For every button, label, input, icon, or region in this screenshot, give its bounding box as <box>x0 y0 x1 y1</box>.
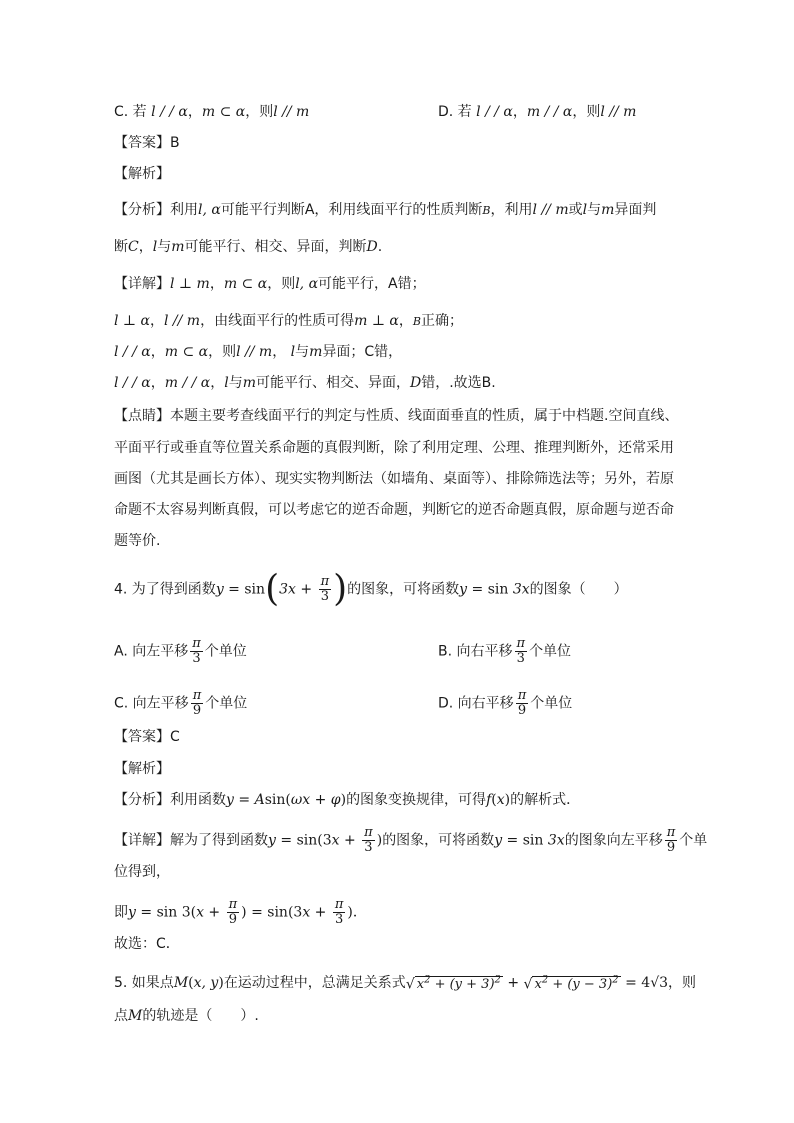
q4-xiangjie-line2: 位得到， <box>114 864 170 880</box>
q4-xiangjie-line1: 【详解】解为了得到函数y = sin(3x + $\frac{\pi}{3}$ )的图象，可将函数y = sin 3x的图象向左平移 $\frac{\pi}{9}$ 个单 <box>114 825 708 855</box>
q3-xiangjie-line1: 【详解】l ⊥ m，m ⊂ α，则l, α可能平行，A错； <box>114 276 426 292</box>
q3-dianjing-5: 题等价. <box>114 533 161 549</box>
q3-dianjing-3: 画图（尤其是画长方体）、现实实物判断法（如墙角、桌面等）、排除筛选法等；另外，若原 <box>114 471 674 487</box>
q3-option-c: C. 若 l / / α，m ⊂ α，则l // m <box>114 104 310 120</box>
q4-option-d: D. 向右平移 $\frac{\pi}{9}$ 个单位 <box>438 688 573 718</box>
q4-option-a: A. 向左平移 $\frac{\pi}{3}$ 个单位 <box>114 636 247 666</box>
q3-xiangjie-line4: l / / α，m / / α，l与m可能平行、相交、异面，D错，.故选B. <box>114 375 496 391</box>
q3-xiangjie-line3: l / / α，m ⊂ α，则l // m， l与m异面；C错， <box>114 344 403 360</box>
q3-xiangjie-line2: l ⊥ α，l // m，由线面平行的性质可得m ⊥ α，B正确； <box>114 313 463 329</box>
q3-jiexi-tag: 【解析】 <box>114 166 170 182</box>
q4-option-b: B. 向右平移 $\frac{\pi}{3}$ 个单位 <box>438 636 572 666</box>
q3-dianjing-2: 平面平行或垂直等位置关系命题的真假判断，除了利用定理、公理、推理判断外，还常采用 <box>114 440 674 456</box>
q4-ji: 即y = sin 3(x + $\frac{\pi}{9}$ ) = sin(3x + $\frac{\pi}{3}$ )． <box>114 897 367 927</box>
q4-answer: 【答案】C <box>114 729 180 745</box>
q3-answer: 【答案】B <box>114 135 180 151</box>
q4-option-c: C. 向左平移 $\frac{\pi}{9}$ 个单位 <box>114 688 248 718</box>
q5-stem-line1: 5. 如果点M(x, y)在运动过程中，总满足关系式√ $x^2 + (y + 3)^2$ + √ $x^2 + (y - 3)^2 = 4√3$，则 <box>114 975 697 993</box>
q4-fenxi: 【分析】利用函数y = Asin(ωx + φ)的图象变换规律，可得f(x)的解析式． <box>114 792 581 808</box>
q4-stem: 4. 为了得到函数y = sin(3x + $\frac{\pi}{3}$ )的图象，可将函数y = sin 3x的图象（ ） <box>114 568 628 610</box>
q3-fenxi-line1: 【分析】利用l, α可能平行判断A，利用线面平行的性质判断B，利用l // m或l与m异面判 <box>114 202 657 218</box>
q4-guxuan: 故选：C． <box>114 936 180 952</box>
q3-dianjing-1: 【点睛】本题主要考查线面平行的判定与性质、线面面垂直的性质，属于中档题.空间直线、 <box>114 408 679 424</box>
q3-fenxi-line2: 断C，l与m可能平行、相交、异面，判断D. <box>114 239 383 255</box>
q3-dianjing-4: 命题不太容易判断真假，可以考虑它的逆否命题，判断它的逆否命题真假，原命题与逆否命 <box>114 502 674 518</box>
q5-stem-line2: 点M的轨迹是（ ）. <box>114 1008 259 1024</box>
q4-jiexi-tag: 【解析】 <box>114 761 170 777</box>
q3-option-d: D. 若 l / / α，m / / α，则l // m <box>438 104 637 120</box>
